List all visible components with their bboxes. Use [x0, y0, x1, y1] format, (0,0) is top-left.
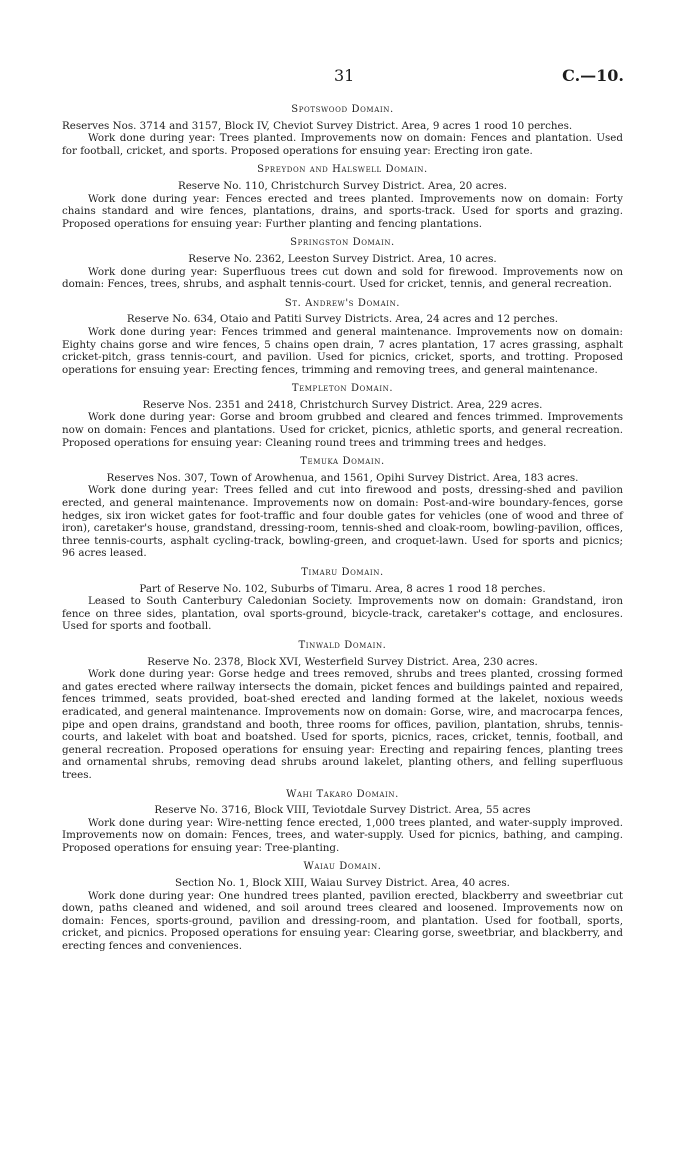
reserve-line: Reserve No. 2362, Leeston Survey District. Area, 10 acres. — [188, 252, 497, 265]
section-title: Waiau Domain. — [303, 861, 382, 873]
section-body: Work done during year: Trees felled and cut into firewood and posts, dressing-shed and pavilion erected, and general maintenance. Improvements now on domain: Post-and-wire boundary-fences, gorse hedges, six iron wicket gates for foot-traffic and four double gates for vehicles (one of wood and three of iron), caretaker's house, grandstand, dressing-room, tennis-shed and cloak-room, bowling-pavilion, offices, three tennis-courts, asphalt cycling-track, bowling-green, and croquet-lawn. Used for sports and picnics; 96 acres leased. — [62, 484, 623, 560]
section-title: Spotswood Domain. — [291, 104, 394, 115]
section-title: Wahi Takaro Domain. — [286, 788, 399, 800]
reserve-line: Reserve No. 2378, Block XVI, Westerfield Survey District. Area, 230 acres. — [147, 655, 538, 668]
domain-section-wahi-takaro — [62, 789, 623, 855]
page-content — [62, 104, 623, 953]
section-title: Templeton Domain. — [291, 383, 394, 395]
reserve-line: Reserves Nos. 307, Town of Arowhenua, and 1561, Opihi Survey District. Area, 183 acres. — [106, 471, 579, 484]
section-body: Work done during year: Gorse hedge and trees removed, shrubs and trees planted, crossing formed and gates erected where railway intersects the domain, picket fences and buildings painted and repaired, fences trimmed, seats provided, boat-shed erected and landing formed at the lakelet, noxious weeds eradicated, and general maintenance. Improvements now on domain: Gorse, wire, and macrocarpa fences, pipe and open drains, grandstand and booth, three rooms for offices, pavilion, plantation, shrubs, tennis-courts, and lakelet with boat and boatshed. Used for sports, picnics, races, cricket, tennis, football, and general recreation. Proposed operations for ensuing year: Erecting and repairing fences, planting trees and ornamental shrubs, removing dead shrubs around lakelet, planting others, and felling superfluous trees. — [62, 668, 623, 781]
domain-section-temuka — [62, 456, 623, 560]
reserve-line: Reserve No. 110, Christchurch Survey District. Area, 20 acres. — [177, 179, 508, 192]
section-body: Work done during year: Fences erected and trees planted. Improvements now on domain: Forty chains standard and wire fences, plantations, drains, and sports-track. Used for sports and grazing. Proposed operations for ensuing year: Further planting and fencing plantations. — [62, 192, 623, 230]
section-title: Timaru Domain. — [301, 567, 384, 578]
domain-section-waiau — [62, 861, 623, 952]
domain-section-tinwald — [62, 640, 623, 782]
section-body: Work done during year: Fences trimmed and general maintenance. Improvements now on domain: Eighty chains gorse and wire fences, 5 chains open drain, 7 acres plantation, 17 acres grassing, asphalt cricket-pitch, grass tennis-court, and pavilion. Used for picnics, cricket, sports, and trotting. Proposed operations for ensuing year: Erecting fences, trimming and removing trees, and general maintenance. — [62, 325, 623, 376]
section-title: Spreydon and Halswell Domain. — [257, 164, 428, 176]
section-title: Tinwald Domain. — [298, 639, 387, 651]
domain-section-springston — [62, 237, 623, 290]
domain-section-spreydon-halswell — [62, 164, 623, 230]
section-body: Work done during year: Gorse and broom grubbed and cleared and fences trimmed. Improvements now on domain: Fences and plantations. Used for cricket, picnics, athletic sports, and general recreation. Proposed operations for ensuing year: Cleaning round trees and trimming trees and hedges. — [62, 411, 623, 449]
section-title: Temuka Domain. — [300, 456, 385, 468]
reserve-line: Reserve No. 634, Otaio and Patiti Survey Districts. Area, 24 acres and 12 perches. — [126, 313, 559, 326]
domain-section-timaru — [62, 567, 623, 633]
domain-section-st-andrews — [62, 298, 623, 377]
section-body: Work done during year: Superfluous trees cut down and sold for firewood. Improvements now on domain: Fences, trees, shrubs, and asphalt tennis-court. Used for cricket, tennis, and general recreation. — [62, 265, 623, 291]
reserve-line: Section No. 1, Block XIII, Waiau Survey District. Area, 40 acres. — [175, 877, 510, 890]
section-title: Springston Domain. — [290, 237, 395, 249]
reserve-line: Part of Reserve No. 102, Suburbs of Timaru. Area, 8 acres 1 rood 18 perches. — [139, 582, 546, 595]
section-body: Work done during year: Trees planted. Improvements now on domain: Fences and plantation. Used for football, cricket, and sports. Proposed operations for ensuing year: Erecting iron gate. — [62, 132, 623, 157]
section-body: Leased to South Canterbury Caledonian Society. Improvements now on domain: Grandstand, iron fence on three sides, plantation, oval sports-ground, bicycle-track, caretaker's cottage, and enclosures. Used for sports and football. — [62, 595, 623, 633]
page-header — [0, 66, 700, 92]
section-body: Work done during year: Wire-netting fence erected, 1,000 trees planted, and water-supply improved. Improvements now on domain: Fences, trees, and water-supply. Used for picnics, bathing, and camping. Proposed operations for ensuing year: Tree-planting. — [62, 816, 623, 854]
page-number: 31 — [334, 66, 355, 85]
reserve-line: Reserve Nos. 2351 and 2418, Christchurch Survey District. Area, 229 acres. — [142, 398, 543, 411]
section-title: St. Andrew's Domain. — [284, 297, 401, 309]
reserve-line: Reserves Nos. 3714 and 3157, Block IV, Cheviot Survey District. Area, 9 acres 1 rood 10 perches. — [62, 119, 573, 132]
report-code: C.—10. — [562, 66, 624, 85]
section-body: Work done during year: One hundred trees planted, pavilion erected, blackberry and sweetbriar cut down, paths cleaned and widened, and soil around trees cleared and loosened. Improvements now on domain: Fences, sports-ground, pavilion and dressing-room, and plantation. Used for football, sports, cricket, and picnics. Proposed operations for ensuing year: Clearing gorse, sweetbriar, and blackberry, and erecting fences and conveniences. — [62, 889, 623, 953]
reserve-line: Reserve No. 3716, Block VIII, Teviotdale Survey District. Area, 55 acres — [154, 804, 531, 817]
domain-section-spotswood — [62, 104, 623, 157]
domain-section-templeton — [62, 383, 623, 449]
